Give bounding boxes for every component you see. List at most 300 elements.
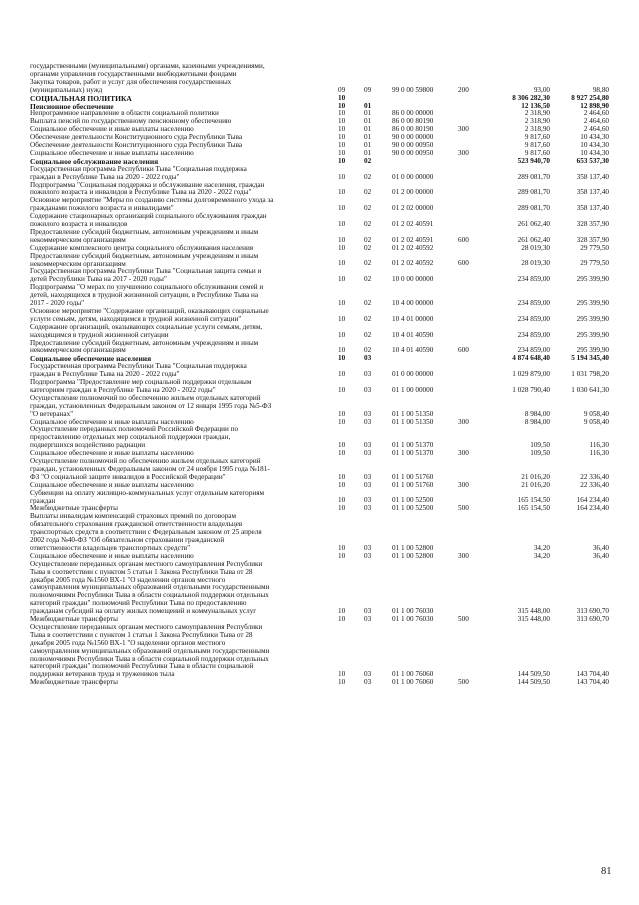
section-code: 10 (338, 346, 346, 355)
amount-year-1: 234 859,00 (517, 275, 550, 284)
row-name (30, 490, 340, 506)
row-name (30, 395, 340, 419)
amount-year-1: 234 859,00 (517, 314, 550, 323)
table-row (0, 363, 639, 379)
subsection-code: 03 (364, 504, 372, 513)
amount-year-1: 523 940,70 (517, 156, 550, 165)
row-name-line: Субвенции на оплату жилищно-коммунальных услуг отдельным категориям (30, 488, 265, 497)
amount-year-2: 143 704,40 (576, 678, 609, 687)
target-article-code: 01 1 00 76030 (392, 607, 434, 616)
row-name-line: декабря 2005 года №1560 ВХ-1 "О наделении органов местного (30, 638, 226, 647)
row-name-line: Социальное обеспечение и иные выплаты населению (30, 551, 194, 560)
row-name-line: государственными (муниципальными) органами, казенными учреждениями, (30, 62, 265, 70)
subsection-code: 02 (364, 219, 372, 228)
amount-year-1: 93,00 (533, 85, 550, 94)
table-row (0, 624, 639, 679)
subsection-code: 03 (364, 551, 372, 560)
amount-year-2: 358 137,40 (576, 188, 609, 197)
row-name-line: Межбюджетные трансферты (30, 504, 118, 513)
target-article-code: 10 0 00 00000 (392, 275, 434, 284)
amount-year-1: 9 817,60 (524, 141, 550, 149)
row-name-line: Подпрограмма "О мерах по улучшению социального обслуживания семей и (30, 283, 264, 292)
row-name (30, 308, 340, 324)
row-name-line: услуги семьям, детям, находящимся в трудной жизненной ситуации" (30, 314, 242, 323)
row-name-line: граждан в Республике Тыва на 2020 - 2022 годы" (30, 370, 180, 379)
target-article-code: 90 0 00 00950 (392, 141, 434, 149)
table-row (0, 284, 639, 308)
amount-year-1: 1 029 879,00 (512, 370, 550, 379)
subsection-code: 02 (364, 243, 372, 252)
subsection-code: 02 (364, 204, 372, 213)
row-name-line: Закупка товаров, работ и услуг для обеспечения государственных (30, 77, 232, 86)
amount-year-1: 289 081,70 (517, 172, 550, 181)
amount-year-1: 2 318,90 (524, 125, 550, 134)
row-name (30, 166, 340, 182)
table-row (0, 395, 639, 419)
row-name-line: Государственная программа Республики Тыва "Социальная защита семьи и (30, 267, 262, 276)
row-name-line: Подпрограмма "Предоставление мер социальной поддержки отдельным (30, 378, 252, 386)
amount-year-2: 143 704,40 (576, 670, 609, 679)
row-name-line: граждан, установленных Федеральным законом от 24 ноября 1995 года №181- (30, 464, 270, 473)
expense-type-code: 500 (458, 504, 469, 513)
row-name-line: Обеспечение деятельности Конституционного суда Республики Тыва (30, 133, 243, 142)
section-code: 10 (338, 93, 346, 102)
section-code: 10 (338, 496, 346, 505)
row-name (30, 679, 340, 687)
row-name (30, 379, 340, 395)
subsection-code: 01 (364, 101, 372, 110)
row-name-line: Осуществление полномочий по обеспечению жильем отдельных категорий (30, 457, 261, 465)
row-name-line: Осуществление переданных органам местного самоуправления Республики (30, 559, 263, 568)
table-row (0, 426, 639, 450)
amount-year-2: 10 434,30 (580, 148, 609, 157)
row-name-line: 2002 года №40-ФЗ "Об обязательном страховании гражданской (30, 536, 225, 545)
row-name-line: Содержание комплексного центра социального обслуживания населения (30, 243, 254, 252)
amount-year-1: 165 154,50 (517, 504, 550, 513)
subsection-code: 03 (364, 441, 372, 450)
subsection-code: 02 (364, 298, 372, 307)
row-name-line: Пенсионное обеспечение (30, 101, 114, 111)
target-article-code: 01 0 00 00000 (392, 172, 434, 181)
amount-year-1: 261 062,40 (517, 235, 550, 244)
amount-year-1: 261 062,40 (517, 219, 550, 228)
amount-year-1: 8 306 282,30 (512, 93, 550, 102)
section-code: 10 (338, 172, 346, 181)
row-name (30, 340, 340, 356)
target-article-code: 01 1 00 51760 (392, 480, 434, 489)
table-row (0, 308, 639, 324)
section-code: 10 (338, 188, 346, 197)
row-name-line: некоммерческим организациям (30, 346, 126, 355)
row-name-line: предоставлению отдельных мер социальной поддержки граждан, (30, 433, 231, 442)
subsection-code: 03 (364, 670, 372, 679)
subsection-code: 03 (364, 543, 372, 552)
amount-year-1: 144 509,50 (517, 678, 550, 687)
subsection-code: 03 (364, 496, 372, 505)
expense-type-code: 300 (458, 148, 469, 157)
amount-year-2: 2 464,60 (583, 109, 609, 118)
subsection-code: 02 (364, 172, 372, 181)
row-name-line: некоммерческим организациям (30, 259, 126, 268)
amount-year-2: 313 690,70 (576, 607, 609, 616)
target-article-code: 01 1 00 51760 (392, 472, 434, 481)
section-code: 10 (338, 156, 346, 165)
amount-year-2: 5 194 345,40 (571, 354, 609, 363)
amount-year-1: 289 081,70 (517, 204, 550, 213)
amount-year-1: 144 509,50 (517, 670, 550, 679)
row-name-line: категориям граждан в Республике Тыва на 2020 - 2022 годы" (30, 385, 216, 394)
subsection-code: 02 (364, 275, 372, 284)
row-name-line: Основное мероприятие "Содержание организаций, оказывающих социальные (30, 306, 269, 315)
amount-year-2: 328 357,90 (576, 235, 609, 244)
row-name-line: Межбюджетные трансферты (30, 615, 118, 623)
section-code: 10 (338, 330, 346, 339)
row-name-line: Осуществление переданных органам местного самоуправления Республики (30, 622, 263, 631)
amount-year-1: 2 318,90 (524, 117, 550, 126)
subsection-code: 01 (364, 141, 372, 149)
section-code: 09 (338, 85, 346, 94)
section-code: 10 (338, 551, 346, 560)
amount-year-2: 653 537,30 (576, 156, 609, 165)
amount-year-1: 315 448,00 (517, 607, 550, 616)
row-name-line: пожилого возраста и инвалидов (30, 220, 128, 228)
subsection-code: 02 (364, 346, 372, 355)
subsection-code: 01 (364, 117, 372, 126)
row-name (30, 229, 340, 245)
row-name-line: Социальное обеспечение и иные выплаты населению (30, 480, 194, 489)
row-name-line: Социальное обеспечение и иные выплаты населению (30, 417, 194, 426)
amount-year-1: 109,50 (530, 449, 550, 458)
section-code: 10 (338, 314, 346, 323)
section-code: 10 (338, 615, 346, 623)
row-name (30, 63, 340, 79)
amount-year-1: 109,50 (530, 441, 550, 450)
subsection-code: 02 (364, 235, 372, 244)
table-row (0, 458, 639, 482)
section-code: 10 (338, 125, 346, 134)
expense-type-code: 300 (458, 551, 469, 560)
amount-year-1: 234 859,00 (517, 346, 550, 355)
row-name (30, 213, 340, 229)
row-name-line: Выплаты инвалидам компенсаций страховых премий по договорам (30, 512, 237, 521)
table-row (0, 79, 639, 95)
amount-year-2: 9 058,40 (583, 409, 609, 418)
subsection-code: 03 (364, 472, 372, 481)
subsection-code: 09 (364, 85, 372, 94)
row-name (30, 426, 340, 450)
subsection-code: 03 (364, 615, 372, 623)
table-row (0, 340, 639, 356)
row-name-line: Содержание организаций, оказывающих социальные услуги семьям, детям, (30, 322, 263, 331)
row-name-line: подвергшихся воздействию радиации (30, 441, 146, 450)
section-code: 10 (338, 219, 346, 228)
row-name-line: Предоставление субсидий бюджетным, автономным учреждениям и иным (30, 251, 259, 260)
table-row (0, 63, 639, 79)
section-code: 10 (338, 472, 346, 481)
amount-year-1: 165 154,50 (517, 496, 550, 505)
expense-type-code: 500 (458, 615, 469, 623)
row-name-line: категорий граждан" полномочий Республики Тыва в области социальной (30, 662, 254, 671)
row-name-line: Социальное обеспечение и иные выплаты населению (30, 148, 194, 157)
row-name-line: (муниципальных) нужд (30, 85, 103, 94)
row-name-line: Социальное обеспечение и иные выплаты населению (30, 125, 194, 134)
page-number: 81 (601, 866, 612, 877)
amount-year-2: 12 898,90 (580, 101, 609, 110)
amount-year-2: 9 058,40 (583, 417, 609, 426)
section-code: 10 (338, 409, 346, 418)
row-name-line: органами управления государственными внебюджетными фондами (30, 69, 237, 78)
subsection-code: 01 (364, 148, 372, 157)
target-article-code: 01 1 00 51370 (392, 441, 434, 450)
target-article-code: 01 1 00 52500 (392, 496, 434, 505)
row-name (30, 284, 340, 308)
expense-type-code: 600 (458, 235, 469, 244)
amount-year-1: 234 859,00 (517, 330, 550, 339)
row-name-line: некоммерческим организациям (30, 235, 126, 244)
amount-year-2: 295 399,90 (576, 346, 609, 355)
subsection-code: 03 (364, 409, 372, 418)
section-code: 10 (338, 259, 346, 268)
amount-year-1: 21 016,20 (521, 472, 550, 481)
row-name-line: Предоставление субсидий бюджетным, автономным учреждениям и иным (30, 227, 259, 236)
amount-year-2: 164 234,40 (576, 504, 609, 513)
target-article-code: 10 4 00 00000 (392, 298, 434, 307)
amount-year-1: 34,20 (533, 543, 550, 552)
section-code: 10 (338, 417, 346, 426)
amount-year-2: 10 434,30 (580, 141, 609, 149)
target-article-code: 01 1 00 51350 (392, 409, 434, 418)
amount-year-2: 295 399,90 (576, 275, 609, 284)
section-code: 10 (338, 607, 346, 616)
amount-year-1: 12 136,50 (521, 101, 550, 110)
target-article-code: 01 1 00 76060 (392, 678, 434, 687)
section-code: 10 (338, 670, 346, 679)
expense-type-code: 600 (458, 259, 469, 268)
row-name-line: детей Республики Тыва на 2017 - 2020 годы" (30, 275, 167, 284)
row-name-line: Тыва в соответствии с пунктом 5 статьи 1 Закона Республики Тыва от 28 (30, 567, 253, 576)
target-article-code: 01 2 02 00000 (392, 204, 434, 213)
row-name-line: категорий граждан" полномочий Республики Тыва по предоставлению (30, 599, 247, 608)
section-code: 10 (338, 141, 346, 149)
row-name-line: ФЗ "О социальной защите инвалидов в Российской Федерации" (30, 472, 226, 481)
table-row (0, 324, 639, 340)
row-name-line: Предоставление субсидий бюджетным, автономным учреждениям и иным (30, 338, 259, 347)
subsection-code: 02 (364, 188, 372, 197)
target-article-code: 01 2 02 40591 (392, 219, 434, 228)
row-name-line: полномочиями Республики Тыва в области социальной поддержки отдельных (30, 591, 269, 600)
table-row (0, 490, 639, 506)
amount-year-2: 358 137,40 (576, 172, 609, 181)
amount-year-2: 295 399,90 (576, 330, 609, 339)
table-row (0, 229, 639, 245)
subsection-code: 01 (364, 125, 372, 134)
row-name-line: "О ветеранах" (30, 409, 74, 418)
section-code: 10 (338, 449, 346, 458)
row-name-line: граждан в Республике Тыва на 2020 - 2022 годы" (30, 172, 180, 181)
section-code: 10 (338, 133, 346, 142)
amount-year-1: 9 817,60 (524, 148, 550, 157)
table-row (0, 379, 639, 395)
amount-year-2: 358 137,40 (576, 204, 609, 213)
row-name (30, 561, 340, 616)
row-name-line: детей, находящихся в трудной жизненной ситуации, в Республике Тыва на (30, 291, 259, 300)
row-name-line: граждан (30, 496, 56, 505)
row-name-line: СОЦИАЛЬНАЯ ПОЛИТИКА (30, 93, 132, 103)
amount-year-2: 313 690,70 (576, 615, 609, 623)
table-row (0, 182, 639, 198)
subsection-code: 03 (364, 354, 372, 363)
row-name (30, 79, 340, 95)
row-name-line: гражданам субсидий на оплату жилых помещений и коммунальных услуг (30, 607, 257, 616)
row-name-line: Межбюджетные трансферты (30, 678, 118, 687)
section-code: 10 (338, 678, 346, 687)
row-name-line: обязательного страхования гражданской ответственности владельцев (30, 520, 243, 529)
row-name-line: Выплата пенсий по государственному пенсионному обеспечению (30, 117, 232, 126)
subsection-code: 02 (364, 156, 372, 165)
row-name (30, 324, 340, 340)
row-name (30, 268, 340, 284)
row-name-line: 2017 - 2020 годы" (30, 299, 85, 307)
table-row (0, 253, 639, 269)
amount-year-1: 21 016,20 (521, 480, 550, 489)
subsection-code: 03 (364, 370, 372, 379)
row-name-line: Непрограммное направление в области социальной политики (30, 109, 219, 118)
target-article-code: 86 0 00 80190 (392, 117, 434, 126)
amount-year-2: 116,30 (589, 441, 609, 450)
subsection-code: 01 (364, 133, 372, 142)
amount-year-2: 22 336,40 (580, 472, 609, 481)
section-code: 10 (338, 370, 346, 379)
amount-year-2: 36,40 (592, 551, 609, 560)
section-code: 10 (338, 109, 346, 118)
expense-type-code: 300 (458, 125, 469, 134)
expense-type-code: 300 (458, 417, 469, 426)
row-name (30, 513, 340, 553)
target-article-code: 01 1 00 51350 (392, 417, 434, 426)
table-row (0, 268, 639, 284)
row-name (30, 253, 340, 269)
amount-year-1: 8 984,00 (524, 417, 550, 426)
amount-year-2: 29 779,50 (580, 259, 609, 268)
section-code: 10 (338, 504, 346, 513)
row-name-line: Тыва в соответствии с пунктом 1 статьи 1 Закона Республики Тыва от 28 (30, 630, 253, 639)
target-article-code: 86 0 00 80190 (392, 125, 434, 134)
amount-year-2: 295 399,90 (576, 314, 609, 323)
section-code: 10 (338, 235, 346, 244)
row-name (30, 182, 340, 198)
expense-type-code: 300 (458, 449, 469, 458)
expense-type-code: 500 (458, 678, 469, 687)
section-code: 10 (338, 441, 346, 450)
subsection-code: 01 (364, 109, 372, 118)
amount-year-2: 36,40 (592, 543, 609, 552)
amount-year-1: 34,20 (533, 551, 550, 560)
amount-year-1: 9 817,60 (524, 133, 550, 142)
section-code: 10 (338, 117, 346, 126)
row-name-line: Основное мероприятие "Меры по созданию системы долговременного ухода за (30, 196, 274, 205)
target-article-code: 90 0 00 00950 (392, 148, 434, 157)
section-code: 10 (338, 480, 346, 489)
row-name-line: Содержание стационарных организаций социального обслуживания граждан (30, 212, 267, 221)
row-name-line: Подпрограмма "Социальная поддержка и обслуживание населения, граждан (30, 180, 265, 189)
row-name-line: Социальное обслуживание населения (30, 156, 159, 166)
table-row (0, 679, 639, 687)
amount-year-2: 22 336,40 (580, 480, 609, 489)
target-article-code: 86 0 00 00000 (392, 109, 434, 118)
row-name (30, 197, 340, 213)
amount-year-1: 2 318,90 (524, 109, 550, 118)
row-name-line: Государственная программа Республики Тыва "Социальная поддержка (30, 164, 247, 173)
amount-year-2: 295 399,90 (576, 298, 609, 307)
section-code: 10 (338, 354, 346, 363)
table-row (0, 561, 639, 616)
row-name-line: полномочиями Республики Тыва в области социальной поддержки отдельных (30, 654, 269, 663)
amount-year-1: 4 874 648,40 (512, 354, 550, 363)
target-article-code: 01 1 00 76060 (392, 670, 434, 679)
target-article-code: 99 0 00 59800 (392, 85, 434, 94)
section-code: 10 (338, 298, 346, 307)
row-name-line: пожилого возраста и инвалидов в Республике Тыва на 2020 - 2022 годы" (30, 188, 252, 197)
section-code: 10 (338, 385, 346, 394)
amount-year-2: 164 234,40 (576, 496, 609, 505)
section-code: 10 (338, 243, 346, 252)
amount-year-2: 2 464,60 (583, 117, 609, 126)
row-name (30, 624, 340, 679)
amount-year-2: 116,30 (589, 449, 609, 458)
row-name-line: ответственности владельцев транспортных средств" (30, 543, 191, 552)
amount-year-1: 234 859,00 (517, 298, 550, 307)
amount-year-1: 1 028 790,40 (512, 385, 550, 394)
row-name-line: граждан, установленных Федеральным законом от 12 января 1995 года №5-ФЗ (30, 401, 272, 410)
amount-year-2: 98,80 (592, 85, 609, 94)
section-code: 10 (338, 275, 346, 284)
amount-year-1: 28 019,30 (521, 243, 550, 252)
amount-year-2: 1 031 798,20 (571, 370, 609, 379)
target-article-code: 10 4 01 00000 (392, 314, 434, 323)
amount-year-1: 315 448,00 (517, 615, 550, 623)
amount-year-1: 289 081,70 (517, 188, 550, 197)
target-article-code: 10 4 01 40590 (392, 346, 434, 355)
amount-year-2: 8 927 254,80 (571, 93, 609, 102)
row-name-line: находящимся в трудной жизненной ситуации (30, 330, 169, 339)
amount-year-1: 8 984,00 (524, 409, 550, 418)
subsection-code: 03 (364, 417, 372, 426)
target-article-code: 01 2 02 40591 (392, 235, 434, 244)
section-code: 10 (338, 204, 346, 213)
amount-year-2: 29 779,50 (580, 243, 609, 252)
row-name-line: декабря 2005 года №1560 ВХ-1 "О наделении органов местного (30, 575, 226, 584)
row-name-line: гражданами пожилого возраста и инвалидами" (30, 204, 174, 213)
target-article-code: 01 2 02 40592 (392, 259, 434, 268)
target-article-code: 90 0 00 00000 (392, 133, 434, 142)
target-article-code: 01 1 00 76030 (392, 615, 434, 623)
section-code: 10 (338, 148, 346, 157)
target-article-code: 01 1 00 51370 (392, 449, 434, 458)
subsection-code: 03 (364, 480, 372, 489)
row-name-line: Осуществление переданных полномочий Российской Федерации по (30, 425, 239, 434)
row-name-line: Социальное обеспечение и иные выплаты населению (30, 449, 194, 458)
section-code: 10 (338, 543, 346, 552)
subsection-code: 02 (364, 330, 372, 339)
table-row (0, 513, 639, 553)
amount-year-2: 10 434,30 (580, 133, 609, 142)
row-name-line: транспортных средств в соответствии с Федеральным законом от 25 апреля (30, 528, 262, 537)
row-name-line: самоуправления муниципальных образований отдельными государственными (30, 583, 270, 592)
target-article-code: 01 1 00 52800 (392, 543, 434, 552)
target-article-code: 01 0 00 00000 (392, 370, 434, 379)
row-name-line: Государственная программа Республики Тыва "Социальная поддержка (30, 362, 247, 371)
subsection-code: 02 (364, 314, 372, 323)
